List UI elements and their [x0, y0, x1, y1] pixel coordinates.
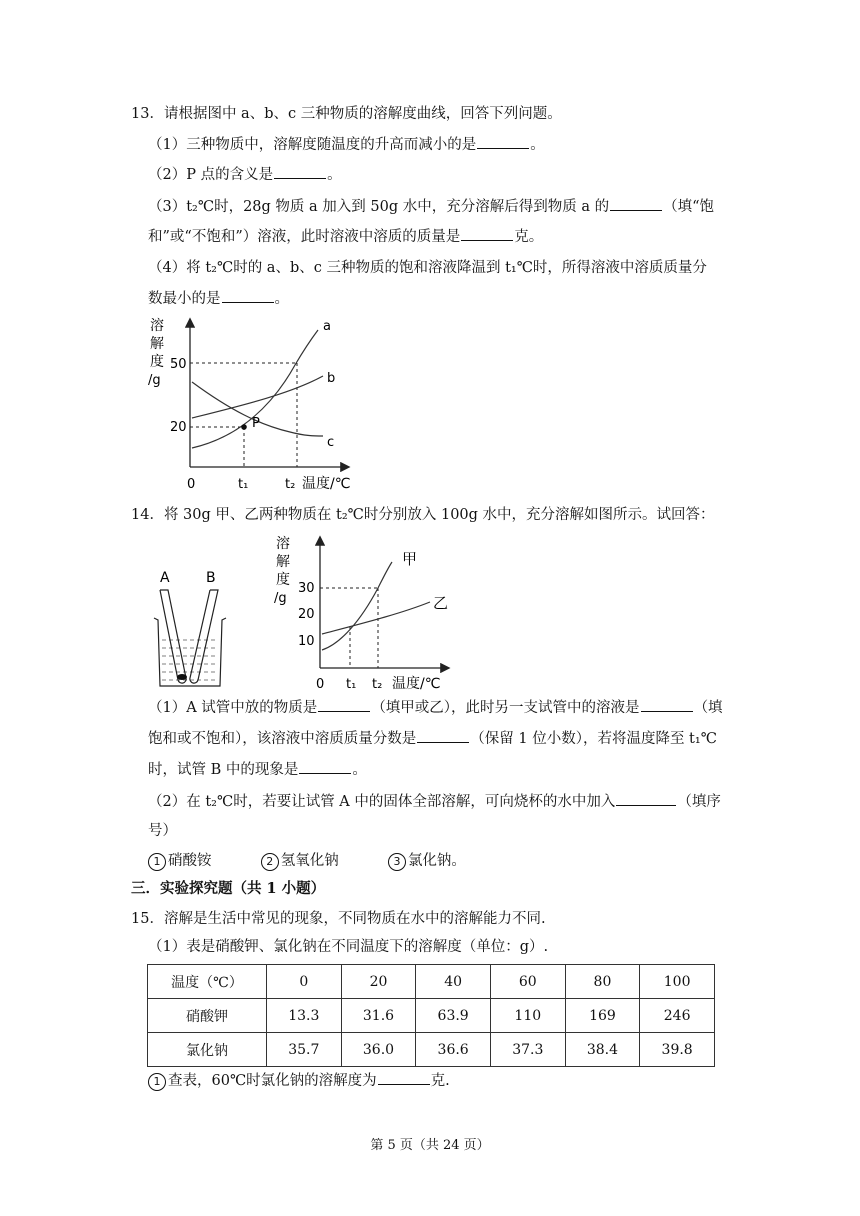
option-3-number: 3: [388, 853, 406, 871]
tick-label-t2: t₂: [372, 677, 383, 692]
table-cell: 40: [416, 965, 491, 999]
x-axis-label: 温度/℃: [392, 676, 441, 692]
q14-part1-text4: （保留 1 位小数），若将温度降至 t₁℃: [470, 731, 717, 747]
table-cell: 38.4: [565, 1033, 640, 1067]
option-1-number: 1: [148, 853, 166, 871]
q13-stem: 13．请根据图中 a、b、c 三种物质的溶解度曲线，回答下列问题。: [131, 106, 562, 122]
curve-a-label: a: [323, 319, 331, 334]
option-3: 氯化钠。: [407, 853, 466, 869]
q13-part1-end: 。: [530, 137, 545, 153]
option-2: 氢氧化钠: [280, 853, 339, 869]
tube-b: [190, 590, 218, 683]
q13-part1-text: （1）三种物质中，溶解度随温度的升高而减小的是: [148, 137, 477, 153]
answer-blank[interactable]: [274, 164, 326, 179]
origin-label: 0: [316, 677, 325, 692]
q14-part1-line2: [148, 728, 717, 749]
page-footer: 第 5 页（共 24 页）: [370, 1138, 490, 1153]
option-2-number: 2: [261, 853, 279, 871]
y-axis-label: 度: [150, 354, 164, 370]
water-hatch: [162, 640, 218, 680]
table-cell: 31.6: [341, 999, 416, 1033]
table-row: [148, 1033, 715, 1067]
origin-label: 0: [187, 477, 196, 492]
q15-sub1-text: 查表，60℃时氯化钠的溶解度为: [168, 1073, 377, 1089]
q14-part1-text5: 时，试管 B 中的现象是: [148, 762, 299, 778]
table-row: [148, 999, 715, 1033]
table-cell: 169: [565, 999, 640, 1033]
table-cell: 246: [640, 999, 715, 1033]
q14-solubility-graph: [270, 532, 460, 697]
answer-blank[interactable]: [299, 759, 351, 774]
q13-part4-end: 。: [274, 291, 289, 307]
q13-part3-line1: [148, 196, 714, 217]
table-cell: 硝酸钾: [148, 999, 267, 1033]
table-cell: 80: [565, 965, 640, 999]
q14-part1-text: （1）A 试管中放的物质是: [148, 700, 318, 716]
curve-c-label: c: [327, 435, 335, 450]
y-axis-unit: /g: [274, 591, 287, 606]
answer-blank[interactable]: [417, 728, 469, 743]
tick-label-t1: t₁: [238, 477, 249, 492]
tick-label-t1: t₁: [346, 677, 357, 692]
q14-beaker-figure: [150, 566, 230, 690]
x-axis-label: 温度/℃: [302, 476, 351, 492]
q14-options: [148, 851, 466, 871]
q14-part2-line2: 号）: [148, 823, 177, 839]
curve-b-label: b: [327, 371, 336, 386]
q15-part1: （1）表是硝酸钾、氯化钠在不同温度下的溶解度（单位：g）.: [148, 939, 549, 955]
table-cell: 13.3: [267, 999, 342, 1033]
answer-blank[interactable]: [616, 791, 676, 806]
q14-part1-hint: （填: [693, 700, 723, 716]
curve-yi: [322, 602, 430, 634]
tick-label-10: 10: [298, 634, 315, 649]
table-cell: 37.3: [490, 1033, 565, 1067]
table-cell: 110: [490, 999, 565, 1033]
q14-part2-hint: （填序: [677, 794, 721, 810]
q13-part3-hint: （填“饱: [663, 199, 715, 215]
solubility-table: [147, 964, 715, 1067]
q13-part4-line2: [148, 288, 289, 309]
answer-blank[interactable]: [461, 226, 513, 241]
point-p-label: P: [252, 416, 260, 431]
tick-label-50: 50: [170, 357, 187, 372]
q15-sub1: [148, 1070, 450, 1091]
tick-label-t2: t₂: [285, 477, 296, 492]
table-cell: 36.0: [341, 1033, 416, 1067]
q14-part1-line1: [148, 697, 723, 718]
q15-stem: 15．溶解是生活中常见的现象，不同物质在水中的溶解能力不同.: [131, 911, 546, 927]
q14-part1-end: 。: [352, 762, 367, 778]
q14-stem: 14．将 30g 甲、乙两种物质在 t₂℃时分别放入 100g 水中，充分溶解如图所示。试回答：: [131, 507, 715, 523]
table-cell: 20: [341, 965, 416, 999]
q13-part4-text: 数最小的是: [148, 291, 221, 307]
tick-label-30: 30: [298, 581, 315, 596]
curve-b: [192, 376, 323, 418]
answer-blank[interactable]: [378, 1070, 430, 1085]
y-axis-label: 解: [150, 336, 164, 352]
y-axis-label: 溶: [150, 318, 164, 334]
q14-part1-line3: [148, 759, 367, 780]
table-cell: 100: [640, 965, 715, 999]
curve-yi-label: 乙: [433, 594, 449, 612]
q13-part2-text: （2）P 点的含义是: [148, 167, 274, 183]
section-title: 三．实验探究题（共 1 小题）: [131, 880, 326, 897]
option-1: 硝酸铵: [168, 853, 212, 869]
tube-a-label: A: [160, 570, 170, 586]
answer-blank[interactable]: [318, 697, 370, 712]
table-cell: 63.9: [416, 999, 491, 1033]
q13-part1: [148, 134, 545, 155]
q13-solubility-graph: [140, 310, 365, 500]
point-p: [241, 424, 247, 430]
q13-part4-line1: （4）将 t₂℃时的 a、b、c 三种物质的饱和溶液降温到 t₁℃时，所得溶液中溶质质量分: [148, 260, 707, 276]
answer-blank[interactable]: [641, 697, 693, 712]
q13-part2-end: 。: [327, 167, 342, 183]
tube-b-label: B: [206, 570, 216, 586]
curve-jia-label: 甲: [402, 550, 418, 568]
sub1-number: 1: [148, 1073, 166, 1091]
q14-part1-text3: 饱和或不饱和），该溶液中溶质质量分数是: [148, 731, 417, 747]
table-cell: 温度（℃）: [148, 965, 267, 999]
q15-sub1-end: 克.: [430, 1073, 450, 1089]
curve-jia: [322, 562, 392, 650]
table-cell: 36.6: [416, 1033, 491, 1067]
answer-blank[interactable]: [222, 288, 274, 303]
q14-part2-line1: [148, 791, 721, 812]
table-header-row: [148, 965, 715, 999]
q14-part2-text: （2）在 t₂℃时，若要让试管 A 中的固体全部溶解，可向烧杯的水中加入: [148, 794, 616, 810]
solid-in-tube-a: [177, 674, 187, 680]
answer-blank[interactable]: [477, 134, 529, 149]
q13-part2: [148, 164, 342, 185]
y-axis-label: 溶: [276, 536, 290, 552]
y-axis-unit: /g: [148, 373, 161, 388]
tube-a: [160, 590, 186, 683]
answer-blank[interactable]: [610, 196, 662, 211]
table-cell: 60: [490, 965, 565, 999]
q13-part3-end: 克。: [514, 229, 544, 245]
q14-part1-text2: （填甲或乙），此时另一支试管中的溶液是: [371, 700, 640, 716]
table-cell: 39.8: [640, 1033, 715, 1067]
y-axis-label: 解: [276, 554, 290, 570]
table-cell: 35.7: [267, 1033, 342, 1067]
y-axis-label: 度: [276, 572, 290, 588]
table-cell: 氯化钠: [148, 1033, 267, 1067]
table-cell: 0: [267, 965, 342, 999]
q13-part3-text: （3）t₂℃时，28g 物质 a 加入到 50g 水中，充分溶解后得到物质 a 的: [148, 199, 610, 215]
q13-part3-text2: 和”或“不饱和”）溶液，此时溶液中溶质的质量是: [148, 229, 461, 245]
q13-part3-line2: [148, 226, 543, 247]
tick-label-20: 20: [298, 607, 315, 622]
tick-label-20: 20: [170, 420, 187, 435]
